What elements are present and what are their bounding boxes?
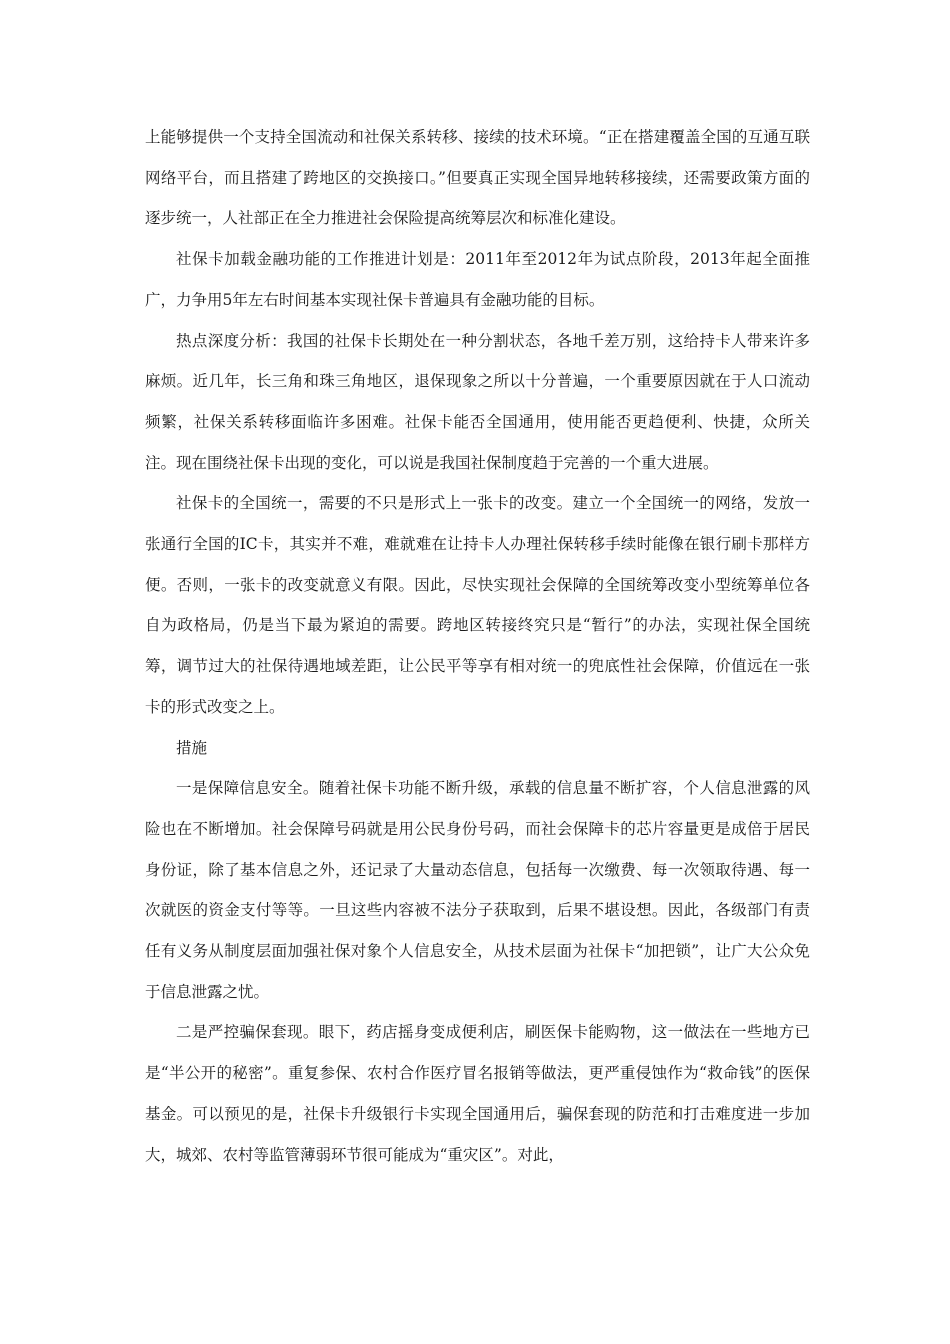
paragraph-national-unification: 社保卡的全国统一，需要的不只是形式上一张卡的改变。建立一个全国统一的网络，发放一张通行全国的IC卡，其实并不难，难就难在让持卡人办理社保转移手续时能像在银行刷卡那样方便。否则，一张卡的改变就意义有限。因此，尽快实现社会保障的全国统筹改变小型统筹单位各自为政格局，仍是当下最为紧迫的需要。跨地区转接终究只是“暂行”的办法，实现社保全国统筹，调节过大的社保待遇地域差距，让公民平等享有相对统一的兜底性社会保障，价值远在一张卡的形式改变之上。: [145, 494, 810, 716]
paragraph-hotspot-analysis: 热点深度分析：我国的社保卡长期处在一种分割状态，各地千差万别，这给持卡人带来许多麻烦。近几年，长三角和珠三角地区，退保现象之所以十分普遍，一个重要原因就在于人口流动频繁，社保关系转移面临许多困难。社保卡能否全国通用，使用能否更趋便利、快捷，众所关注。现在围绕社保卡出现的变化，可以说是我国社保制度趋于完善的一个重大进展。: [145, 331, 810, 472]
paragraph-measure-info-security: 一是保障信息安全。随着社保卡功能不断升级，承载的信息量不断扩容，个人信息泄露的风险也在不断增加。社会保障号码就是用公民身份号码，而社会保障卡的芯片容量更是成倍于居民身份证，除了基本信息之外，还记录了大量动态信息，包括每一次缴费、每一次领取待遇、每一次就医的资金支付等等。一旦这些内容被不法分子获取到，后果不堪设想。因此，各级部门有责任有义务从制度层面加强社保对象个人信息安全，从技术层面为社保卡“加把锁”，让广大公众免于信息泄露之忧。: [145, 779, 810, 1001]
paragraph-measure-fraud-control: 二是严控骗保套现。眼下，药店摇身变成便利店，刷医保卡能购物，这一做法在一些地方已是“半公开的秘密”。重复参保、农村合作医疗冒名报销等做法，更严重侵蚀作为“救命钱”的医保基金。可以预见的是，社保卡升级银行卡实现全国通用后，骗保套现的防范和打击难度进一步加大，城郊、农村等监管薄弱环节很可能成为“重灾区”。对此，: [145, 1023, 810, 1164]
document-page: [145, 117, 810, 1175]
paragraph-financial-plan: 社保卡加载金融功能的工作推进计划是：2011年至2012年为试点阶段，2013年起全面推广，力争用5年左右时间基本实现社保卡普遍具有金融功能的目标。: [145, 250, 810, 309]
paragraph-continued: 上能够提供一个支持全国流动和社保关系转移、接续的技术环境。“正在搭建覆盖全国的互通互联网络平台，而且搭建了跨地区的交换接口。”但要真正实现全国异地转移接续，还需要政策方面的逐步统一，人社部正在全力推进社会保险提高统筹层次和标准化建设。: [145, 128, 810, 228]
section-heading-measures: 措施: [176, 738, 208, 757]
